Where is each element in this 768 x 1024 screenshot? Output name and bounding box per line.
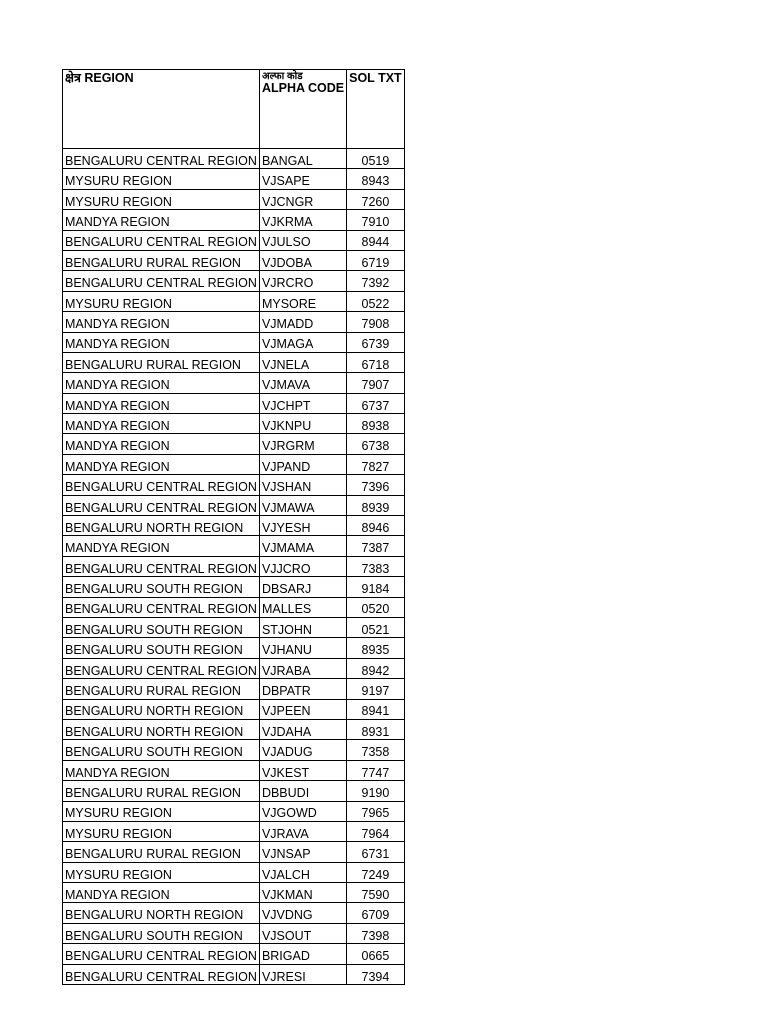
sol-cell: 7392: [347, 271, 405, 291]
alpha-code-cell: STJOHN: [259, 617, 346, 637]
region-cell: BENGALURU RURAL REGION: [63, 250, 260, 270]
region-cell: MANDYA REGION: [63, 414, 260, 434]
table-row: [63, 862, 405, 882]
header-alpha-code: [259, 70, 346, 149]
alpha-code-cell: VJMADD: [259, 312, 346, 332]
table-row: [63, 250, 405, 270]
table-row: [63, 597, 405, 617]
alpha-code-cell: VJMAMA: [259, 536, 346, 556]
table-row: [63, 801, 405, 821]
header-alpha-code-label: ALPHA CODE: [261, 81, 345, 95]
sol-cell: 8938: [347, 414, 405, 434]
alpha-code-cell: DBBUDI: [259, 781, 346, 801]
table-row: [63, 719, 405, 739]
table-row: [63, 964, 405, 984]
sol-cell: 6718: [347, 352, 405, 372]
region-cell: MANDYA REGION: [63, 332, 260, 352]
alpha-code-cell: VJSHAN: [259, 475, 346, 495]
alpha-code-cell: VJMAGA: [259, 332, 346, 352]
region-cell: BENGALURU CENTRAL REGION: [63, 149, 260, 169]
sol-cell: 7827: [347, 454, 405, 474]
table-row: [63, 393, 405, 413]
sol-cell: 7590: [347, 883, 405, 903]
sol-cell: 7964: [347, 821, 405, 841]
table-row: [63, 883, 405, 903]
sol-cell: 7387: [347, 536, 405, 556]
region-cell: MYSURU REGION: [63, 801, 260, 821]
sol-cell: 6731: [347, 842, 405, 862]
sol-cell: 0665: [347, 944, 405, 964]
region-cell: MYSURU REGION: [63, 862, 260, 882]
region-cell: BENGALURU NORTH REGION: [63, 699, 260, 719]
region-cell: BENGALURU CENTRAL REGION: [63, 944, 260, 964]
sol-cell: 9190: [347, 781, 405, 801]
alpha-code-cell: VJCNGR: [259, 189, 346, 209]
alpha-code-cell: VJRESI: [259, 964, 346, 984]
alpha-code-cell: DBSARJ: [259, 577, 346, 597]
sol-cell: 7747: [347, 760, 405, 780]
sol-cell: 6737: [347, 393, 405, 413]
region-cell: BENGALURU CENTRAL REGION: [63, 271, 260, 291]
region-cell: BENGALURU NORTH REGION: [63, 719, 260, 739]
alpha-code-cell: VJKEST: [259, 760, 346, 780]
region-code-table: [62, 69, 405, 985]
table-row: [63, 312, 405, 332]
table-row: [63, 903, 405, 923]
table-row: [63, 536, 405, 556]
table-row: [63, 434, 405, 454]
region-cell: BENGALURU RURAL REGION: [63, 352, 260, 372]
sol-cell: 8939: [347, 495, 405, 515]
table-row: [63, 210, 405, 230]
alpha-code-cell: VJRAVA: [259, 821, 346, 841]
region-cell: MANDYA REGION: [63, 760, 260, 780]
alpha-code-cell: VJSOUT: [259, 923, 346, 943]
region-cell: MANDYA REGION: [63, 393, 260, 413]
table-row: [63, 516, 405, 536]
region-cell: BENGALURU CENTRAL REGION: [63, 964, 260, 984]
alpha-code-cell: VJRCRO: [259, 271, 346, 291]
alpha-code-cell: VJALCH: [259, 862, 346, 882]
sol-cell: 6709: [347, 903, 405, 923]
region-cell: BENGALURU CENTRAL REGION: [63, 597, 260, 617]
region-cell: MYSURU REGION: [63, 821, 260, 841]
sol-cell: 6738: [347, 434, 405, 454]
table-header-row: [63, 70, 405, 149]
sol-cell: 6719: [347, 250, 405, 270]
region-code-sheet: [62, 69, 405, 985]
sol-cell: 9197: [347, 679, 405, 699]
table-row: [63, 230, 405, 250]
sol-cell: 8942: [347, 658, 405, 678]
alpha-code-cell: VJADUG: [259, 740, 346, 760]
table-row: [63, 944, 405, 964]
table-row: [63, 577, 405, 597]
alpha-code-cell: VJJCRO: [259, 556, 346, 576]
region-cell: BENGALURU SOUTH REGION: [63, 923, 260, 943]
region-cell: BENGALURU RURAL REGION: [63, 842, 260, 862]
table-row: [63, 760, 405, 780]
alpha-code-cell: VJMAWA: [259, 495, 346, 515]
table-row: [63, 638, 405, 658]
table-body: [63, 70, 405, 985]
header-alpha-code-hindi: अल्फा कोड: [261, 71, 303, 82]
alpha-code-cell: BRIGAD: [259, 944, 346, 964]
sol-cell: 0520: [347, 597, 405, 617]
region-cell: BENGALURU CENTRAL REGION: [63, 495, 260, 515]
region-cell: BENGALURU SOUTH REGION: [63, 617, 260, 637]
sol-cell: 7383: [347, 556, 405, 576]
alpha-code-cell: VJKRMA: [259, 210, 346, 230]
table-row: [63, 495, 405, 515]
table-row: [63, 617, 405, 637]
header-region-label: क्षेत्र REGION: [65, 71, 134, 85]
sol-cell: 7394: [347, 964, 405, 984]
sol-cell: 0522: [347, 291, 405, 311]
alpha-code-cell: VJMAVA: [259, 373, 346, 393]
region-cell: BENGALURU CENTRAL REGION: [63, 230, 260, 250]
alpha-code-cell: MALLES: [259, 597, 346, 617]
region-cell: MYSURU REGION: [63, 169, 260, 189]
table-row: [63, 169, 405, 189]
table-row: [63, 352, 405, 372]
table-row: [63, 291, 405, 311]
alpha-code-cell: MYSORE: [259, 291, 346, 311]
sol-cell: 8941: [347, 699, 405, 719]
table-row: [63, 149, 405, 169]
table-row: [63, 271, 405, 291]
sol-cell: 7908: [347, 312, 405, 332]
table-row: [63, 189, 405, 209]
header-region: [63, 70, 260, 149]
alpha-code-cell: VJNSAP: [259, 842, 346, 862]
alpha-code-cell: VJDAHA: [259, 719, 346, 739]
alpha-code-cell: DBPATR: [259, 679, 346, 699]
sol-cell: 7260: [347, 189, 405, 209]
sol-cell: 7398: [347, 923, 405, 943]
alpha-code-cell: VJRGRM: [259, 434, 346, 454]
table-row: [63, 679, 405, 699]
sol-cell: 7249: [347, 862, 405, 882]
alpha-code-cell: VJYESH: [259, 516, 346, 536]
table-row: [63, 781, 405, 801]
sol-cell: 7907: [347, 373, 405, 393]
alpha-code-cell: VJVDNG: [259, 903, 346, 923]
alpha-code-cell: VJNELA: [259, 352, 346, 372]
region-cell: BENGALURU RURAL REGION: [63, 679, 260, 699]
alpha-code-cell: VJSAPE: [259, 169, 346, 189]
region-cell: BENGALURU SOUTH REGION: [63, 740, 260, 760]
sol-cell: 7965: [347, 801, 405, 821]
table-row: [63, 373, 405, 393]
table-row: [63, 414, 405, 434]
region-cell: BENGALURU NORTH REGION: [63, 903, 260, 923]
region-cell: MANDYA REGION: [63, 883, 260, 903]
sol-cell: 8946: [347, 516, 405, 536]
alpha-code-cell: VJGOWD: [259, 801, 346, 821]
region-cell: BENGALURU CENTRAL REGION: [63, 556, 260, 576]
region-cell: BENGALURU NORTH REGION: [63, 516, 260, 536]
table-row: [63, 454, 405, 474]
region-cell: BENGALURU SOUTH REGION: [63, 638, 260, 658]
alpha-code-cell: VJKNPU: [259, 414, 346, 434]
alpha-code-cell: VJPAND: [259, 454, 346, 474]
table-row: [63, 556, 405, 576]
sol-cell: 8931: [347, 719, 405, 739]
table-row: [63, 475, 405, 495]
sol-cell: 7396: [347, 475, 405, 495]
sol-cell: 0519: [347, 149, 405, 169]
table-row: [63, 740, 405, 760]
table-row: [63, 842, 405, 862]
region-cell: BENGALURU RURAL REGION: [63, 781, 260, 801]
header-sol: [347, 70, 405, 149]
alpha-code-cell: VJRABA: [259, 658, 346, 678]
sol-cell: 6739: [347, 332, 405, 352]
alpha-code-cell: VJHANU: [259, 638, 346, 658]
sol-cell: 7910: [347, 210, 405, 230]
sol-cell: 8944: [347, 230, 405, 250]
table-row: [63, 658, 405, 678]
region-cell: MANDYA REGION: [63, 454, 260, 474]
region-cell: MANDYA REGION: [63, 434, 260, 454]
region-cell: MYSURU REGION: [63, 189, 260, 209]
alpha-code-cell: VJDOBA: [259, 250, 346, 270]
region-cell: BENGALURU CENTRAL REGION: [63, 658, 260, 678]
alpha-code-cell: VJULSO: [259, 230, 346, 250]
table-row: [63, 923, 405, 943]
sol-cell: 8943: [347, 169, 405, 189]
alpha-code-cell: VJKMAN: [259, 883, 346, 903]
sol-cell: 7358: [347, 740, 405, 760]
sol-cell: 8935: [347, 638, 405, 658]
alpha-code-cell: BANGAL: [259, 149, 346, 169]
table-row: [63, 699, 405, 719]
header-sol-label: SOL TXT: [349, 71, 402, 85]
alpha-code-cell: VJCHPT: [259, 393, 346, 413]
region-cell: BENGALURU SOUTH REGION: [63, 577, 260, 597]
alpha-code-cell: VJPEEN: [259, 699, 346, 719]
region-cell: MANDYA REGION: [63, 536, 260, 556]
sol-cell: 0521: [347, 617, 405, 637]
sol-cell: 9184: [347, 577, 405, 597]
region-cell: MANDYA REGION: [63, 312, 260, 332]
region-cell: MANDYA REGION: [63, 373, 260, 393]
table-row: [63, 821, 405, 841]
region-cell: MANDYA REGION: [63, 210, 260, 230]
table-row: [63, 332, 405, 352]
region-cell: MYSURU REGION: [63, 291, 260, 311]
region-cell: BENGALURU CENTRAL REGION: [63, 475, 260, 495]
